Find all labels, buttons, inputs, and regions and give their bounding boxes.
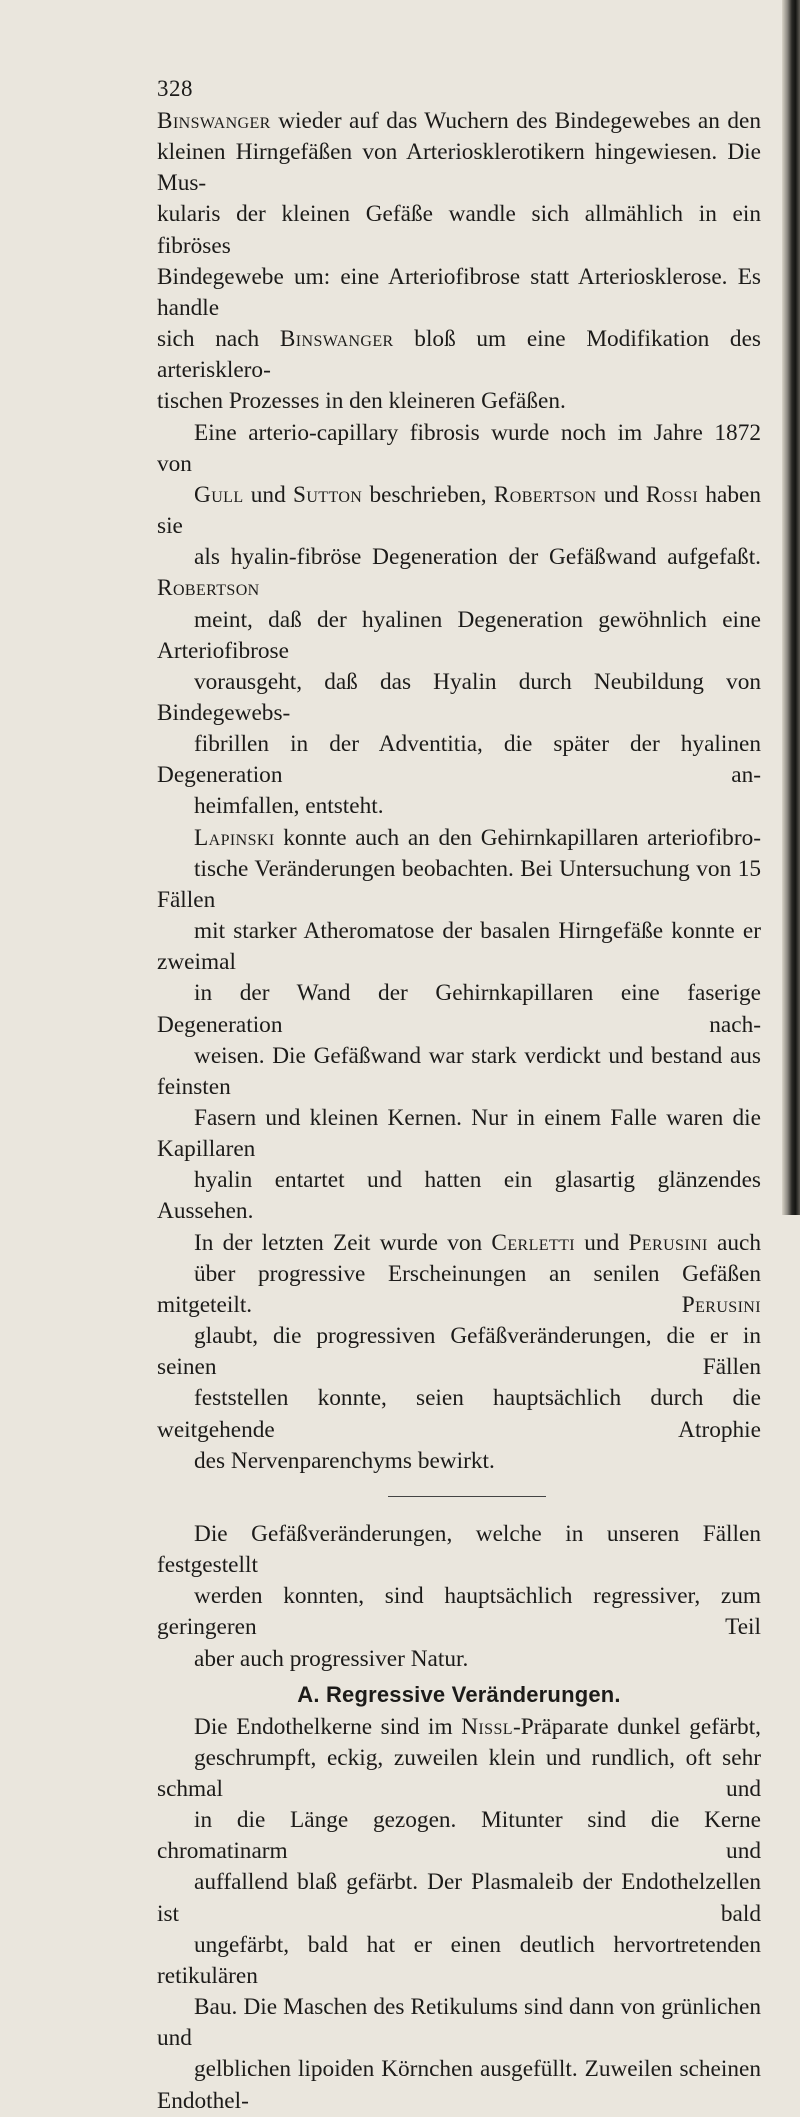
text-run: und [596, 481, 646, 508]
text-line [157, 916, 761, 978]
text-line [157, 1103, 761, 1165]
text-line [157, 1259, 761, 1321]
text-line [157, 1446, 761, 1477]
text-run: Bau. Die Maschen des Retikulums sind dann von grünlichen und [157, 1994, 761, 2052]
text-line [157, 1712, 761, 1743]
page-number: 328 [157, 76, 193, 101]
text-line [157, 262, 761, 324]
text-line [157, 386, 761, 417]
text-run: des Nervenparenchyms bewirkt. [194, 1447, 495, 1474]
text-run: Eine arterio-capillary fibrosis wurde noch im Jahre 1872 von [157, 419, 761, 477]
author-name: Sutton [292, 481, 363, 508]
author-name: Cerletti [491, 1229, 576, 1256]
text-line [157, 418, 761, 480]
body-text [157, 106, 761, 2117]
author-name: Lapinski [194, 824, 275, 851]
paragraph-summary [157, 1519, 761, 1675]
text-line [157, 1644, 761, 1675]
text-run: glaubt, die progressiven Gefäßveränderungen, die er in seinen Fällen [157, 1323, 761, 1381]
paragraph-endothelkerne [157, 1712, 761, 2117]
text-run: -Präparate dunkel gefärbt, [512, 1713, 761, 1740]
text-run: tische Veränderungen beobachten. Bei Untersuchung von 15 Fällen [157, 855, 761, 913]
text-run: über progressive Erscheinungen an senilen Gefäßen mitgeteilt. [157, 1260, 761, 1318]
text-run: tischen Prozesses in den kleineren Gefäßen. [157, 388, 566, 415]
author-name: Binswanger [157, 108, 271, 134]
text-run: meint, daß der hyalinen Degeneration gewöhnlich eine Arteriofibrose [157, 606, 761, 664]
text-run: In der letzten Zeit wurde von [194, 1229, 492, 1256]
text-run: kleinen Hirngefäßen von Arteriosklerotikern hingewiesen. Die Mus- [157, 139, 761, 197]
text-line [157, 1519, 761, 1581]
text-run: hyalin entartet und hatten ein glasartig glänzendes Aussehen. [157, 1167, 761, 1225]
text-run: auffallend blaß gefärbt. Der Plasmaleib der Endothelzellen ist bald [157, 1869, 761, 1927]
section-heading: A. Regressive Veränderungen. [297, 1681, 621, 1707]
text-line [157, 1992, 761, 2054]
text-run: Bindegewebe um: eine Arteriofibrose statt Arteriosklerose. Es handle [157, 263, 761, 321]
text-line [157, 1041, 761, 1103]
text-line [157, 1805, 761, 1867]
text-run: als hyalin-fibröse Degeneration der Gefäßwand aufgefaßt. [194, 544, 761, 571]
text-line [157, 729, 761, 791]
text-run: ungefärbt, bald hat er einen deutlich hervortretenden retikulären [157, 1931, 761, 1989]
text-line [157, 1581, 761, 1643]
text-line [157, 106, 761, 137]
text-line [157, 978, 761, 1040]
text-run: konnte auch an den Gehirnkapillaren arteriofibro- [274, 824, 761, 851]
text-line [157, 324, 761, 386]
text-run: auch [707, 1229, 761, 1256]
text-line [157, 2054, 761, 2116]
author-name: Robertson [493, 481, 597, 508]
text-run: haben sie [157, 481, 761, 540]
text-run: vorausgeht, daß das Hyalin durch Neubildung von Bindegewebs- [157, 668, 761, 726]
text-line [157, 854, 761, 916]
text-line [157, 1321, 761, 1383]
text-line [157, 1867, 761, 1929]
text-run: aber auch progressiver Natur. [194, 1645, 469, 1672]
text-run: geschrumpft, eckig, zuweilen klein und rundlich, oft sehr schmal und [157, 1744, 761, 1802]
text-line [157, 791, 761, 822]
author-name: Gull [194, 481, 244, 508]
text-line [157, 199, 761, 261]
text-line [157, 1743, 761, 1805]
paragraph-gull-sutton [157, 418, 761, 823]
paragraph-lapinski [157, 823, 761, 1228]
text-line [157, 1228, 761, 1259]
author-name: Rossi [645, 481, 699, 508]
author-name: Perusini [628, 1229, 708, 1256]
text-run: mit starker Atheromatose der basalen Hirngefäße konnte er zweimal [157, 918, 761, 976]
text-run: wieder auf das Wuchern des Bindegewebes an den [270, 108, 761, 134]
text-line [157, 480, 761, 542]
text-line [157, 605, 761, 667]
text-run: und [575, 1229, 629, 1256]
text-run: weisen. Die Gefäßwand war stark verdickt und bestand aus feinsten [157, 1042, 761, 1100]
text-run: feststellen konnte, seien hauptsächlich durch die weitgehende Atrophie [157, 1385, 761, 1443]
text-run: Fasern und kleinen Kernen. Nur in einem Falle waren die Kapillaren [157, 1105, 761, 1163]
text-run: in der Wand der Gehirnkapillaren eine faserige Degeneration nach- [157, 980, 761, 1038]
text-run: Die Endothelkerne sind im [194, 1713, 462, 1740]
author-name: Nissl [461, 1713, 513, 1740]
text-run: kularis der kleinen Gefäße wandle sich allmählich in ein fibröses [157, 201, 761, 259]
text-run: fibrillen in der Adventitia, die später der hyalinen Degeneration an- [157, 731, 761, 789]
author-name: Perusini [681, 1291, 761, 1318]
paragraph-cerletti-perusini [157, 1228, 761, 1477]
text-line [157, 823, 761, 854]
text-line [157, 1930, 761, 1992]
author-name: Binswanger [279, 326, 394, 353]
text-run: in die Länge gezogen. Mitunter sind die Kerne chromatinarm und [157, 1807, 761, 1865]
text-line [157, 667, 761, 729]
paragraph-binswanger [157, 106, 761, 418]
text-run: beschrieben, [362, 481, 494, 508]
author-name: Robertson [157, 575, 260, 602]
text-line [157, 1383, 761, 1445]
text-run: sich nach [157, 326, 280, 353]
text-run: Die Gefäßveränderungen, welche in unseren Fällen festgestellt [157, 1520, 761, 1579]
text-line [157, 137, 761, 199]
text-run: gelblichen lipoiden Körnchen ausgefüllt. Zuweilen scheinen Endothel- [157, 2056, 761, 2114]
text-line [157, 1165, 761, 1227]
text-line [157, 542, 761, 604]
section-divider [388, 1496, 546, 1497]
text-run: bloß um eine Modifikation des arterisklero- [157, 326, 761, 384]
text-run: und [243, 481, 293, 508]
text-run: werden konnten, sind hauptsächlich regressiver, zum geringeren Teil [157, 1583, 761, 1641]
page-edge-shadow [782, 0, 800, 1215]
text-run: heimfallen, entsteht. [194, 793, 384, 820]
